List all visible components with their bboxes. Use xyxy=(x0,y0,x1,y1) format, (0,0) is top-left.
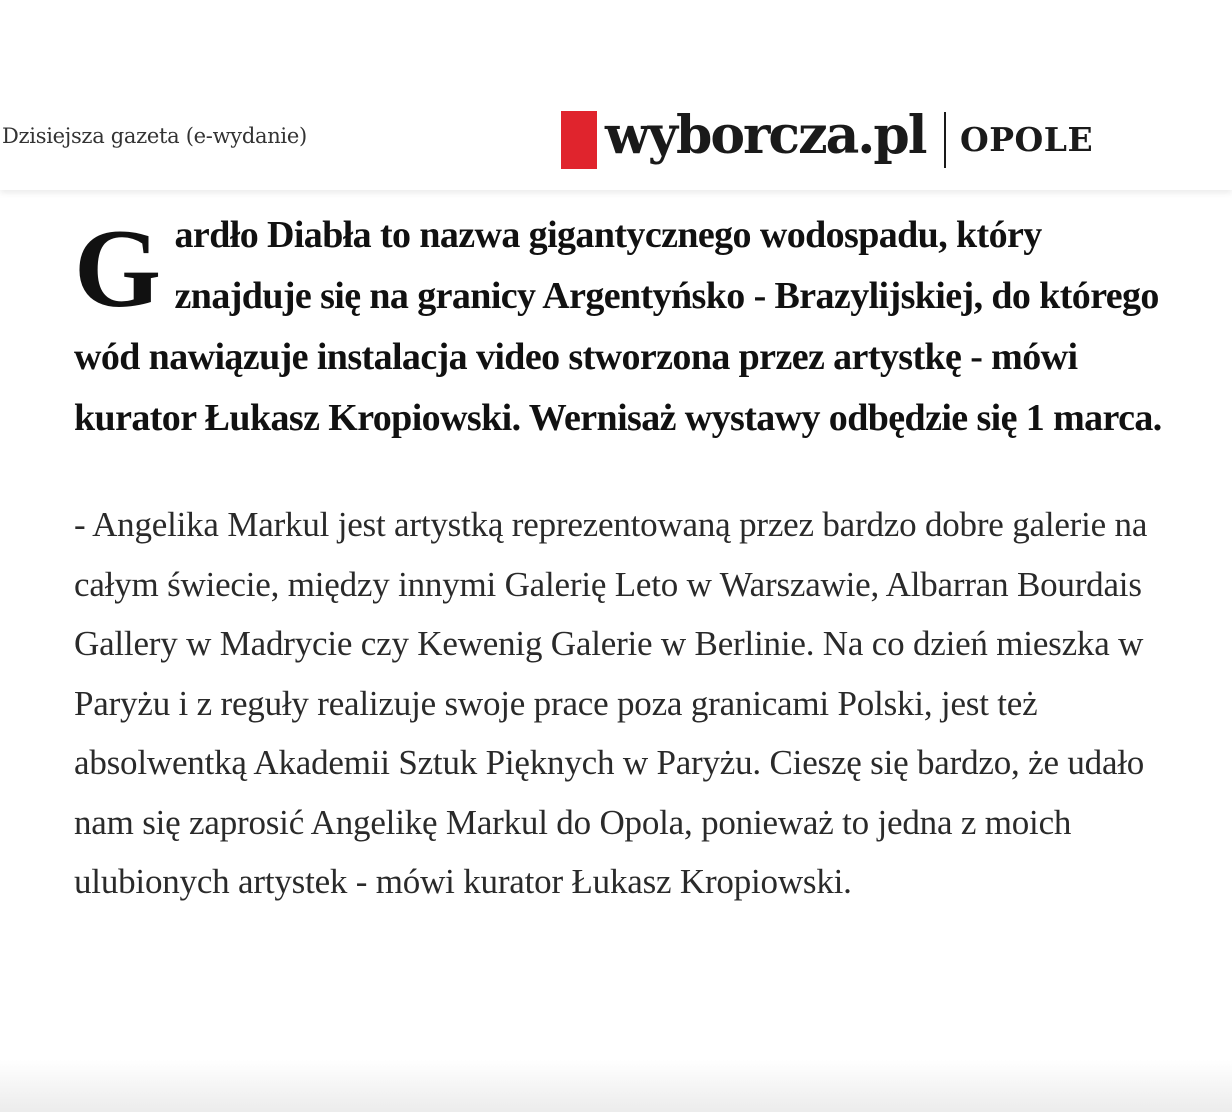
logo-divider xyxy=(944,112,946,168)
lead-text: ardło Diabła to nazwa gigantycznego wodospadu, który znajduje się na granicy Argentyńsko - Brazylijskiej, do którego wód nawiązuje instalacja video stworzona przez artystkę - mówi kurator Łukasz Kropiowski. Wernisaż wystawy odbędzie się 1 marca. xyxy=(74,214,1162,439)
site-header xyxy=(0,0,1232,190)
city-section-link[interactable]: OPOLE xyxy=(960,120,1094,159)
bottom-fade xyxy=(0,1060,1232,1112)
e-edition-link[interactable]: Dzisiejsza gazeta (e-wydanie) xyxy=(2,124,307,148)
logo-red-square xyxy=(561,111,597,169)
lead-dropcap: G xyxy=(74,207,161,331)
article-lead xyxy=(74,205,1174,449)
article-paragraph: - Angelika Markul jest artystką reprezentowaną przez bardzo dobre galerie na całym świecie, między innymi Galerię Leto w Warszawie, Albarran Bourdais Gallery w Madrycie czy Kewenig Galerie w Berlinie. Na co dzień mieszka w Paryżu i z reguły realizuje swoje prace poza granicami Polski, jest też absolwentką Akademii Sztuk Pięknych w Paryżu. Cieszę się bardzo, że udało nam się zaprosić Angelikę Markul do Opola, ponieważ to jedna z moich ulubionych artystek - mówi kurator Łukasz Kropiowski. xyxy=(74,505,1148,901)
wyborcza-logo[interactable] xyxy=(561,105,926,172)
article-body xyxy=(74,205,1174,912)
logo-wordmark: wyborcza.pl xyxy=(605,105,926,166)
